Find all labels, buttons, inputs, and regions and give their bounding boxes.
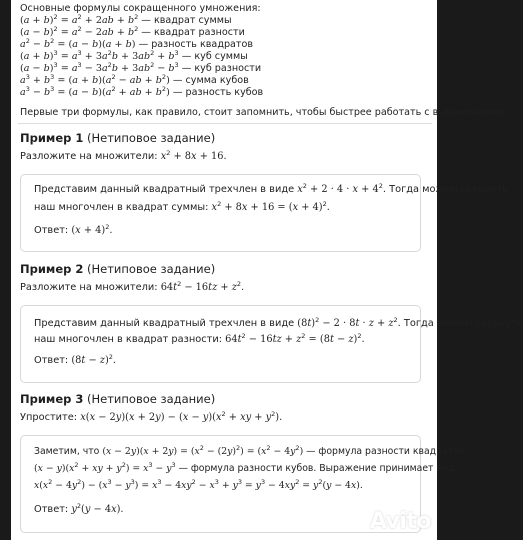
example1-answer: Ответ: $(x + 4)^2$. bbox=[34, 223, 113, 236]
formula-cube-of-sum: $(a + b)^3 = a^3 + 3a^2b + 3ab^2 + b^3$ — куб суммы bbox=[20, 49, 248, 62]
avito-logo-icon bbox=[343, 510, 367, 534]
example1-solution-line1: Представим данный квадратный трехчлен в виде $x^2 + 2 \cdot 4 \cdot x + 4^2$. Тогда можем свернуть bbox=[34, 182, 508, 195]
example1-task: Разложите на множители: $x^2 + 8x + 16$. bbox=[20, 149, 227, 162]
formula-difference-of-cubes: $a^3 - b^3 = (a - b)(a^2$ + ab + $b^2$) — разность кубов bbox=[20, 85, 264, 98]
example2-solution-line1: Представим данный квадратный трехчлен в виде $(8t)^2 - 2 \cdot 8t \cdot z + z^2$. Тогда можем свернуть bbox=[34, 316, 523, 329]
example2-answer: Ответ: $(8t - z)^2$. bbox=[34, 353, 117, 366]
watermark-text: Avito bbox=[369, 509, 431, 534]
memorize-note: Первые три формулы, как правило, стоит запомнить, чтобы быстрее работать с выражениями. bbox=[20, 107, 508, 118]
formula-cube-of-difference: $(a - b)^3 = a^3 - 3a^2b + 3ab^2 - b^3$ — куб разности bbox=[20, 61, 262, 74]
left-dark-border bbox=[0, 0, 11, 540]
example3-heading: Пример 3 (Нетиповое задание) bbox=[20, 392, 216, 406]
formula-sum-of-cubes: $a^3 + b^3 = (a + b)(a^2$ − ab + $b^2$) — сумма кубов bbox=[20, 73, 249, 86]
intro-title: Основные формулы сокращенного умножения: bbox=[20, 3, 261, 14]
formula-square-of-difference: $(a - b)^2 = a^2 - 2ab + b^2$ — квадрат разности bbox=[20, 25, 245, 38]
formula-difference-of-squares: $a^2 - b^2 = (a - b)(a + b)$ — разность квадратов bbox=[20, 37, 254, 50]
divider bbox=[18, 123, 432, 124]
example2-heading: Пример 2 (Нетиповое задание) bbox=[20, 262, 216, 276]
example2-solution-box bbox=[20, 305, 523, 383]
example2-solution-line2: наш многочлен в квадрат разности: $64t^2 - 16tz + z^2 = (8t - z)^2$. bbox=[34, 332, 365, 345]
formula-square-of-sum: $(a + b)^2 = a^2 + 2ab + b^2$ — квадрат суммы bbox=[20, 13, 232, 26]
example3-answer: Ответ: $y^2(y - 4x)$. bbox=[34, 502, 124, 515]
example3-task: Упростите: $x(x - 2y)(x + 2y) - (x - y)(x^2$ + xy + $y^2$). bbox=[20, 410, 283, 423]
example1-heading: Пример 1 (Нетиповое задание) bbox=[20, 131, 216, 145]
avito-watermark bbox=[343, 509, 431, 534]
example3-solution-line2: $(x - y)(x^2$ + xy + $y^2) = x^3 - y^3$ — формула разности кубов. Выражение принимает вид: bbox=[34, 461, 458, 474]
example3-solution-line1: Заметим, что $(x - 2y)(x + 2y) = (x^2 - (2y)^2) = (x^2 - 4y^2)$ — формула разности квадратов, bbox=[34, 444, 468, 457]
example1-solution-box bbox=[20, 174, 508, 252]
example1-solution-line2: наш многочлен в квадрат суммы: $x^2 + 8x + 16 = (x + 4)^2$. bbox=[34, 200, 330, 213]
example2-task: Разложите на множители: $64t^2 - 16tz + z^2$. bbox=[20, 280, 245, 293]
document-page bbox=[11, 0, 523, 540]
example3-solution-line3: $x(x^2 - 4y^2) - (x^3 - y^3) = x^3 - 4xy^2 - x^3 + y^3 = y^3 - 4xy^2 = y^2(y - 4x)$. bbox=[34, 478, 363, 491]
